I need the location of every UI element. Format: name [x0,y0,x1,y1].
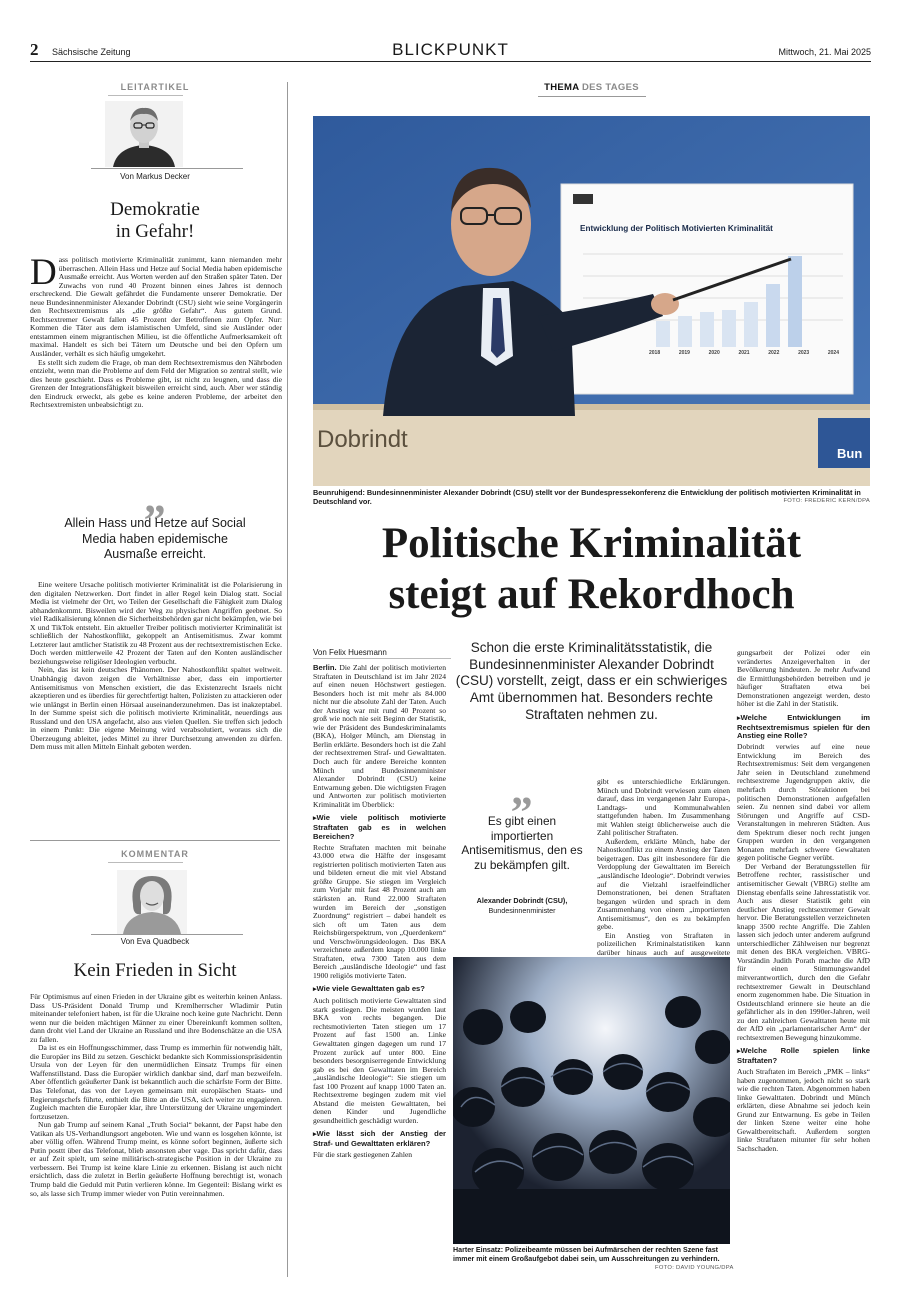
article-pull-quote: Es gibt einen importierten Antisemitismus, den es zu bekämpfen gilt. [461,814,583,872]
col1-para-1 [313,664,446,809]
kommentar-body [30,993,282,1198]
page-header [30,40,871,60]
col1-question-1: ▸ Wie viele politisch motivierte Straftaten gab es in welchen Bereichen? [313,814,446,841]
kommentar-label-rule [108,862,183,863]
kommentar-para-2: Da ist es ein Hoffnungsschimmer, dass Trump es immerhin für notwendig hält, die Europäer ins Bild zu setzen. Geschickt bedankte sich Kommissionspräsidentin Ursula von der Leyen für den unermüdlichen Einsatz Trumps für einen Waffenstillstand. Dass die Europäer wirklich dankbar sind, darf man bezweifeln. Aber öffentlich geäußerter Dank ist bekanntlich auch die schärfste Form der Bitte. Das Telefonat, das von der Leyen gemeinsam mit europäischen Staats- und Regierungschefs führte, enthielt die Bitte an die USA, sich weiter zu engagieren. Zugleich machten die Europäer klar, ihre Unterstützung der Ukraine ungemindert fortzusetzen. [30,1043,282,1121]
col3-para-1: gungsarbeit der Polizei oder ein verändertes Anzeigeverhalten in der Bevölkerung hindeuten. Je mehr Aufwand die Ermittlungsbehörden betreiben und je häufiger Straftaten etwa bei Demonstrationen angezeigt werden, desto höher ist die Zahl in der Statistik. [737,648,870,709]
thema-label-light: DES TAGES [581,82,639,93]
leitartikel-para-1: ass politisch motivierte Kriminalität zunimmt, kann niemanden mehr überraschen. Allein Hass und Hetze auf Social Media haben epidemische Ausmaße erreicht. Aus Worten werden auf den Straßen später Taten. Der Zuwachs von rund 40 Prozent binnen eines Jahres ist dennoch erschreckend. Die Gewalt gefährdet die Fundamente unserer Demokratie. Der neue Bundesinnenminister Alexander Dobrindt (CSU) sieht wie seine Vorgängerin den Rechtsextremismus als „die größte Gefahr“. Aus gutem Grund. Rechtsextremer Gewalt fallen 45 Prozent der Betroffenen zum Opfer. Nur: Kommen die Täter aus dem islamistischen Umfeld, sind sie Ausländer oder entstammen einem migrantischen Milieu, ist die öffentliche Aufmerksamkeit oft maximal. Handelt es sich bei Tätern um Deutsche und bei den Opfern um Ausländer, verhält es sich häufig umgekehrt. [30,255,282,359]
issue-date: Mittwoch, 21. Mai 2025 [778,47,871,57]
col1-para-3: Auch politisch motivierte Gewalttaten sind stark gestiegen. Die meisten wurden laut BKA von rechts begangen. Die rechtsmotivierten Taten stiegen um 17 Prozent auf fast 1500 an. Linke Gewalttaten gingen dagegen um rund 17 Prozent zurück auf unter 800. Eine besonders besorgniserregende Entwicklung gab es bei den Gewalttaten im Bereich „ausländische Ideologie“: Sie stiegen um fast 100 Prozent auf knapp 1000 Taten an. Rechtsextreme begingen zudem mit viel Abstand die meisten Gewalttaten, bei denen Kinder und Jugendliche gesundheitlich geschädigt wurden. [313,996,446,1125]
col1-question-3: ▸ Wie lässt sich der Anstieg der Straf- und Gewalttaten erklären? [313,1130,446,1149]
article-column-3 [737,649,870,1153]
kommentar-para-3: Nun gab Trump auf seinem Kanal „Truth Social“ bekannt, der Papst habe den Vatikan als US-Verhandlungsort angeboten. Wie und wann es losgehen könnte, ist aber völlig offen. Während Trump meint, es könne sofort beginnen, äußerte sich Putin posttt über das Telefonat, blieb ansonsten aber vage. Das spricht dafür, dass er auf Zeit spielt, um seine militärisch-strategische Position in der Ukraine zu verbessern. Bei Trump ist keine klare Linie zu erkennen. Bislang ist auch nicht ersichtlich, dass die zuletzt in Berlin geäußerte Hoffnung berechtigt ist, wonach Trump bald die Geduld mit Putin verlieren könne. Im Gegenteil: Bislang wirkt es so, als lasse sich Trump immer wieder von Putin vereinnahmen. [30,1120,282,1198]
photo-chart-title: Entwicklung der Politisch Motivierten Kriminalität [580,224,773,233]
main-headline-line1: Politische Kriminalität [381,520,802,567]
col2-para-3: Ein Anstieg von Straftaten in polizeilichen Kriminalstatistiken kann darüber hinaus auch auf ausgeweitete [597,930,730,957]
police-photo-caption: Harter Einsatz: Polizeibeamte müssen bei Aufmärschen der rechten Szene fast immer mit einem Großaufgebot dabei sein, um Ausschreitungen zu verhindern. [453,1246,720,1263]
quote-icon: „ [144,473,166,522]
col3-para-2: Dobrindt verwies auf eine neue Entwicklung im Bereich des Rechtsextremismus: Seit dem vergangenen Jahr seien in Deutschland zunehmend rechtsextreme Jugendgruppen aktiv, die mehrfach durch Störaktionen bei politischen Demonstrationen aufgefallen seien. Zu nennen sind dabei vor allem Störungen und Angriffe auf CSD-Veranstaltungen in mehreren Städten. Aus dem Spektrum dieser noch recht jungen Gruppen wurden in den vergangenen Monaten mehrfach schwere Gewaltaten gegen politische Gegner verübt. [737,742,870,863]
article-column-1 [313,664,446,1160]
dropcap: D [30,252,57,293]
header-rule [30,61,871,62]
photo-chart-year: 2018 [649,350,661,356]
portrait-rule-2 [91,934,243,935]
byline-rule [313,658,451,659]
column-divider [287,82,288,1277]
leitartikel-headline-line2: in Gefahr! [115,221,195,242]
col3-question-1: ▸ Welche Entwicklungen im Rechtsextremismus spielen für den Anstieg eine Rolle? [737,714,870,741]
photo-chart-year: 2019 [678,350,690,356]
dateline: Berlin. [313,663,337,672]
leitartikel-pull-quote: Allein Hass und Hetze auf Social Media haben epidemische Ausmaße erreicht. [64,516,246,561]
photo-chart-year: 2024 [827,350,839,356]
kommentar-para-1: Für Optimismus auf einen Frieden in der Ukraine gibt es weiterhin keinen Anlass. Dass US-Präsident Donald Trump und Kremlherrscher Wladimir Putin miteinander telefoniert haben, ist für die Ukraine noch keine gute Nachricht. Denn wenn nur die beiden mächtigen Männer zu einer Übereinkunft kommen sollten, dann droht viel Land der Ukraine an Russland und ihre Bodenschätze an die USA zu fallen. [30,992,282,1044]
main-headline-line2: steigt auf Rekordhoch [388,571,795,618]
article-teaser: Schon die erste Kriminalitätsstatistik, die Bundesinnenminister Alexander Dobrindt (CSU) vorstellt, zeigt, dass er ein schwieriges Amt übernommen hat. Besonders rechte Straftaten nehmen zu. [455,640,728,722]
photo-chart-year: 2020 [708,350,720,356]
thema-label-rule [538,96,646,97]
section-name: BLICKPUNKT [392,40,509,59]
leitartikel-headline [30,199,280,243]
leitartikel-para-4: Nein, das ist kein deutsches Phänomen. Der Nahostkonflikt spaltet weltweit. Unabhängig davon zeigen die Verhältnisse aber, dass ein importierter Antisemitismus von Menschen existiert, die das Existenzrecht Israels nicht akzeptieren und es überdies für gerechtfertigt halten, Polizisten zu attackieren oder wie unlängst in Berlin einen Hörsaal auseinanderzunehmen. Das ist inakzeptabel. In der Summe speist sich die politisch motivierte Kriminalität, neuerdings aus Russland und den USA angefacht, also aus vielen Quellen. Sie treffen sich jedoch in einem Punkt: Die eigene Meinung wird verabsolutiert, woraus sich die Überzeugung ableitet, jedes Mittel zu ihrer Durchsetzung anwenden zu dürfen. Dem muss mit allen Mitteln Einhalt geboten werden. [30,665,282,752]
col1-question-2: ▸ Wie viele Gewalttaten gab es? [313,985,446,995]
kommentar-top-rule [30,840,280,841]
col1-para-4: Für die stark gestiegenen Zahlen [313,1150,413,1160]
photo-chart-year: 2021 [738,350,750,356]
portrait-rule [91,168,243,169]
main-photo-credit: FOTO: FREDERIC KERN/DPA [783,498,870,504]
police-photo [453,957,730,1244]
police-photo-credit: FOTO: DAVID YOUNG/DPA [655,1265,734,1271]
main-photo [313,116,870,486]
col1-para-1-text: Die Zahl der politisch motivierten Straftaten in Deutschland ist im Jahr 2024 auf einen neuen Höchstwert gestiegen. Besonders hoch ist mit mehr als 84.000 nicht nur die absolute Zahl der Taten. Auch der Anstieg war mit rund 40 Prozent so groß wie noch nie seit Beginn der Statistik, wie der Präsident des Bundeskriminalamts (BKA), Holger Münch, am Dienstag in Berlin erklärte. Besonders hoch ist die Zahl der rechtsextremen Straf- und Gewalttaten. Doch auch für andere Bereiche konnten Münch und Bundesinnenminister Alexander Dobrindt (CSU) keine Entwarnung geben. Die wichtigsten Fragen und Antworten zur politisch motivierten Kriminalität im Überblick: [313,663,446,809]
quote-author: Alexander Dobrindt (CSU), [476,896,568,905]
page-number: 2 [30,40,39,59]
kommentar-label: KOMMENTAR [121,849,189,859]
leitartikel-para-3: Eine weitere Ursache politisch motivierter Kriminalität ist die Polarisierung in den digitalen Netzwerken. Dort findet in aller Regel kein Dialog statt. Social Media ist vielmehr der Ort, wo Teilen der Gesellschaft die Fähigkeit zum Dialog abhandenkommt. Bisweilen wird der Weg zu physischen Angriffen geebnet. So viel Radikalisierung können die Sicherheitsbehörden gar nicht bekämpfen, wie bei X und TikTok entsteht. Ein aktueller Treiber politisch motivierter Kriminalität ist schließlich der Nahostkonflikt, gekoppelt an Antisemitismus. Zwar kommt Letzterer laut amtlicher Statistik zu 48 Prozent aus der rechtsextremistischen Ecke. Doch werden mittlerweile 42 Prozent der Taten auf den Konten ausländischer beziehungsweise religiöser Ideologien verbucht. [30,580,282,666]
photo-backdrop-text: Bun [837,446,863,461]
leitartikel-body-1 [30,252,282,410]
quote-role: Bundesinnenminister [488,906,556,915]
photo-chart-years [649,350,839,356]
photo-chart-year: 2022 [768,350,780,356]
leitartikel-label-rule [108,95,183,96]
kommentar-headline: Kein Frieden in Sicht [73,960,237,981]
article-column-2 [597,778,730,966]
leitartikel-label: LEITARTIKEL [120,82,190,92]
newspaper-name: Sächsische Zeitung [52,47,131,57]
main-photo-caption-text: Beunruhigend: Bundesinnenminister Alexander Dobrindt (CSU) stellt vor der Bundespressekonferenz die Entwicklung der politisch motivierten Kriminalität in Deutschland vor. [313,488,861,506]
leitartikel-byline: Von Markus Decker [120,172,190,181]
col1-para-2: Rechte Straftaten machten mit beinahe 43.000 etwa die Hälfte der insgesamt registrierten politisch motivierten Taten aus und bildeten erneut die mit viel Abstand größte Gruppe. Sie stiegen im Vergleich zum Vorjahr mit fast 48 Prozent auch am stärksten an. Rund 22.000 Straftaten wurden im Bereich der „sonstigen Zuordnung“ registriert – dabei handelt es sich oft um Taten aus dem Reichsbürgerspektrum, von „Querdenkern“ und Verschwörungsideologen. Das BKA verzeichnete außerdem knapp 10.000 linke Straftaten, etwa 7300 Taten aus dem Bereich „ausländische Ideologie“ und fast 1900 religiös motivierte Taten. [313,842,446,980]
col3-para-3: Der Verband der Beratungsstellen für Betroffene rechter, rassistischer und antisemitischer Gewalt (VBRG) stellte am Dienstag ebenfalls seine Jahresstatistik vor. Auch aus dieser Statistik geht ein deutlicher Anstieg rechtsextremer Gewalt hervor. Die Beratungsstellen verzeichneten knapp 3500 rechte Angriffe. Die Zahlen lassen sich jedoch unter anderem aufgrund unterschiedlicher Zählweisen nur begrenzt mit denen des BKA vergleichen. VBRG-Vorständin Judith Porath machte die AfD für einen Stimmungswandel mitverantwortlich, durch den die Gefahr rechtsextremer Gewalt in Deutschland enorm zugenommen habe. Die Situation in Ostdeutschland erinnere sie heute an die gefährlicher als in den 1990er-Jahren, weil zu den zahlreichen Gewalttaten heute mit der AfD ein „parlamentarischer Arm“ der rechtsextremen Bewegung hinzukomme. [737,861,870,1042]
thema-label [313,82,870,93]
col2-para-2: Außerdem, erklärte Münch, habe der Nahostkonflikt zu einem Anstieg der Taten beigetragen. Das gilt insbesondere für die Verdopplung der Gewalttaten im Bereich „ausländische Ideologie“. Dobrindt verwies auf die Vielzahl israelfeindlicher Demonstrationen, bei denen Straftaten begangen würden und sprach in dem Zusammenhang von einem „importierten Antisemitismus“, den es zu bekämpfen gebe. [597,836,730,932]
main-headline [313,518,870,620]
col2-para-1: gibt es unterschiedliche Erklärungen. Münch und Dobrindt verwiesen zum einen darauf, dass im vergangenen Jahr Europa-, Landtags- und Kommunalwahlen stattgefunden haben. Im Zusammenhang mit Wahlen steigt üblicherweise auch die Zahl politischer Straftaten. [597,777,730,838]
col3-question-2: ▸ Welche Rolle spielen linke Straftaten? [737,1047,870,1066]
photo-nameplate: Dobrindt [317,426,408,453]
col3-para-4: Auch Straftaten im Bereich „PMK – links“ haben zugenommen, jedoch nicht so stark wie die rechten Taten. Abgenommen haben linke Gewalttaten. Dobrindt und Münch erklärten, diese Abnahme sei jedoch kein Grund zur Entwarnung. Es gebe in Teilen der linken Szene weiter eine hohe Gewaltbereitschaft. Außerdem sorgten linke Straftaten mitunter für sehr hohen Sachschaden. [737,1066,870,1153]
leitartikel-body-2 [30,581,282,752]
leitartikel-para-2: Es stellt sich zudem die Frage, ob man dem Rechtsextremismus den Nährboden entzieht, wenn man die Probleme auf dem Feld der Migration so zentral stellt, wie dies heute geschieht. Dass es Probleme gibt, ist nicht zu leugnen, und dass die Grenzen der Integrationsfähigkeit bisweilen erreicht sind, auch. Aber wer ständig den Eindruck erweckt, als gebe es keine anderen Probleme, der arbeitet den Rechtsextremisten unbeabsichtigt zu. [30,357,282,410]
leitartikel-headline-line1: Demokratie [110,199,200,220]
photo-chart-year: 2023 [798,350,810,356]
kommentar-byline: Von Eva Quadbeck [120,937,190,946]
quote-icon-2: „ [511,765,533,814]
author-portrait-quadbeck [117,870,187,934]
article-byline: Von Felix Huesmann [313,648,387,657]
thema-label-bold: THEMA [544,82,580,93]
author-portrait-decker [105,101,183,167]
